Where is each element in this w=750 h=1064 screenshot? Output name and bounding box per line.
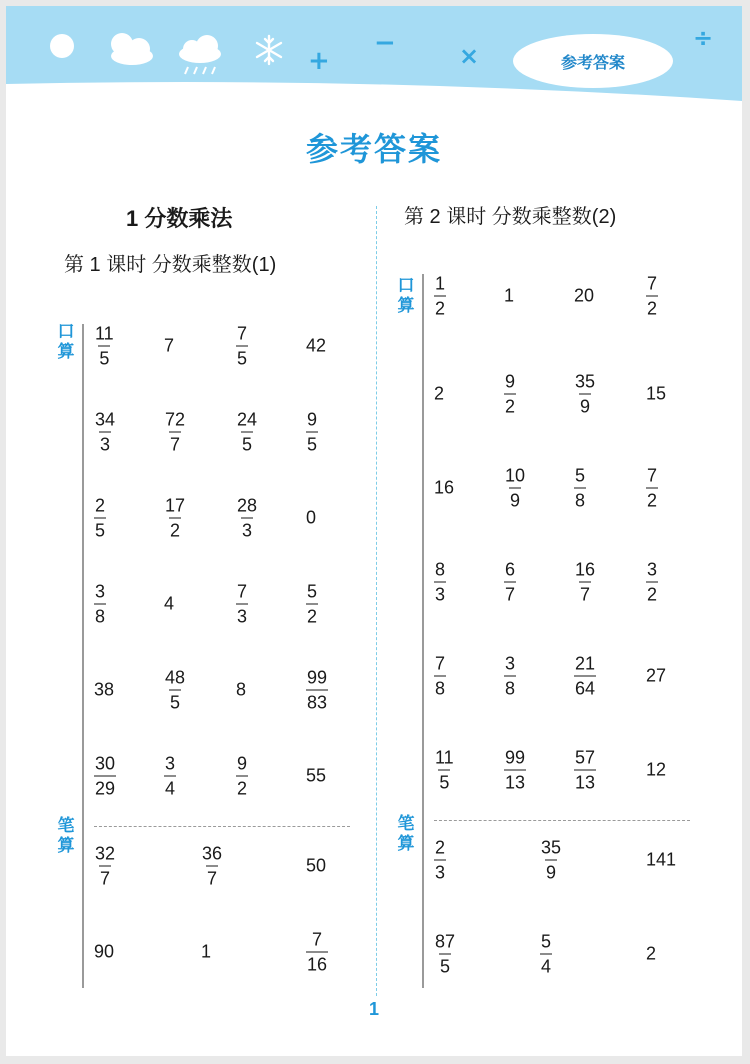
fraction xyxy=(236,409,258,456)
fraction-numerator: 21 xyxy=(575,653,596,674)
fraction xyxy=(306,667,328,714)
fraction xyxy=(504,559,516,606)
left-oral-answer xyxy=(236,495,258,542)
fraction xyxy=(646,273,658,320)
fraction xyxy=(94,323,115,370)
fraction xyxy=(434,559,446,606)
right-oral-answer: 16 xyxy=(434,477,455,498)
left-oral-answer xyxy=(164,667,186,714)
divide-operator: ÷ xyxy=(693,24,714,52)
right-section-separator xyxy=(434,820,690,821)
right-oral-answer xyxy=(504,747,526,794)
fraction-denominator: 64 xyxy=(574,676,596,700)
fraction-denominator: 13 xyxy=(574,770,596,794)
fraction-numerator: 7 xyxy=(237,581,248,602)
fraction-numerator: 3 xyxy=(647,559,658,580)
fraction-denominator: 4 xyxy=(540,954,552,978)
fraction-numerator: 99 xyxy=(505,747,526,768)
fraction-denominator: 13 xyxy=(504,770,526,794)
fraction-numerator: 36 xyxy=(202,843,223,864)
fraction xyxy=(434,273,446,320)
right-oral-answer: 1 xyxy=(504,285,515,306)
fraction xyxy=(646,559,658,606)
lesson-1-heading: 第 1 课时 分数乘整数(1) xyxy=(64,254,277,276)
right-written-answer xyxy=(540,931,552,978)
left-oral-answer xyxy=(94,409,116,456)
fraction xyxy=(504,747,526,794)
fraction-denominator: 4 xyxy=(164,776,176,800)
fraction-denominator: 5 xyxy=(438,770,450,794)
right-oral-answer: 15 xyxy=(646,383,667,404)
left-written-answer xyxy=(201,843,223,890)
fraction-numerator: 7 xyxy=(647,465,658,486)
fraction-denominator: 5 xyxy=(241,432,253,456)
fraction-numerator: 9 xyxy=(307,409,318,430)
left-oral-answer xyxy=(236,753,248,800)
fraction xyxy=(94,495,106,542)
fraction-numerator: 32 xyxy=(95,843,116,864)
fraction-denominator: 8 xyxy=(94,604,106,628)
fraction-denominator: 2 xyxy=(306,604,318,628)
fraction-numerator: 2 xyxy=(95,495,106,516)
left-oral-answer xyxy=(236,323,248,370)
right-oral-answer xyxy=(434,653,446,700)
left-oral-answer: 42 xyxy=(306,335,327,356)
left-oral-answer xyxy=(236,409,258,456)
left-oral-label: 口算 xyxy=(57,322,75,361)
fraction xyxy=(236,323,248,370)
fraction xyxy=(434,747,455,794)
fraction-numerator: 5 xyxy=(575,465,586,486)
fraction-denominator: 3 xyxy=(99,432,111,456)
fraction xyxy=(164,667,186,714)
fraction-denominator: 5 xyxy=(169,690,181,714)
snowflake-icon xyxy=(257,36,281,64)
fraction xyxy=(306,581,318,628)
fraction-denominator: 8 xyxy=(504,676,516,700)
fraction-numerator: 3 xyxy=(165,753,176,774)
left-section-separator xyxy=(94,826,350,827)
fraction xyxy=(574,653,596,700)
fraction-numerator: 24 xyxy=(237,409,258,430)
fraction-denominator: 7 xyxy=(169,432,181,456)
fraction-numerator: 30 xyxy=(95,753,116,774)
fraction-numerator: 9 xyxy=(505,371,516,392)
right-written-answer: 141 xyxy=(646,849,677,870)
fraction-numerator: 99 xyxy=(307,667,328,688)
fraction-denominator: 2 xyxy=(646,582,658,606)
fraction-numerator: 2 xyxy=(435,837,446,858)
left-oral-answer: 8 xyxy=(236,679,247,700)
left-written-answer: 50 xyxy=(306,855,327,876)
fraction-denominator: 9 xyxy=(545,860,557,884)
right-oral-answer xyxy=(504,653,516,700)
fraction xyxy=(164,495,186,542)
plus-operator: + xyxy=(308,46,330,76)
fraction xyxy=(94,581,106,628)
sun-icon xyxy=(50,34,74,58)
left-oral-answer: 0 xyxy=(306,507,317,528)
fraction-numerator: 17 xyxy=(165,495,186,516)
right-oral-answer xyxy=(574,371,596,418)
fraction xyxy=(574,465,586,512)
fraction-denominator: 2 xyxy=(646,488,658,512)
fraction xyxy=(540,931,552,978)
fraction-numerator: 3 xyxy=(95,581,106,602)
fraction xyxy=(504,371,516,418)
fraction-denominator: 2 xyxy=(646,296,658,320)
fraction-denominator: 5 xyxy=(306,432,318,456)
left-oral-answer xyxy=(306,667,328,714)
fraction-numerator: 72 xyxy=(165,409,186,430)
page-title: 参考答案 xyxy=(305,131,442,167)
fraction-denominator: 3 xyxy=(434,582,446,606)
fraction-numerator: 35 xyxy=(541,837,562,858)
fraction xyxy=(646,465,658,512)
cloud-sun-icon xyxy=(111,33,153,65)
chapter-heading: 1 分数乘法 xyxy=(126,206,233,231)
fraction-numerator: 87 xyxy=(435,931,456,952)
minus-operator: − xyxy=(374,28,396,58)
fraction xyxy=(504,653,516,700)
right-written-answer: 2 xyxy=(646,943,657,964)
left-oral-answer xyxy=(164,495,186,542)
fraction-numerator: 35 xyxy=(575,371,596,392)
fraction-denominator: 7 xyxy=(206,866,218,890)
left-written-label: 笔算 xyxy=(57,816,75,855)
right-oral-label: 口算 xyxy=(397,276,415,315)
fraction-numerator: 57 xyxy=(575,747,596,768)
left-written-answer: 90 xyxy=(94,941,115,962)
left-oral-answer: 55 xyxy=(306,765,327,786)
fraction-denominator: 29 xyxy=(94,776,116,800)
fraction xyxy=(574,747,596,794)
fraction-numerator: 11 xyxy=(95,323,114,344)
left-oral-answer xyxy=(94,495,106,542)
right-oral-answer xyxy=(574,653,596,700)
right-oral-answer xyxy=(646,273,658,320)
left-oral-answer xyxy=(164,409,186,456)
fraction-numerator: 9 xyxy=(237,753,248,774)
fraction xyxy=(201,843,223,890)
fraction-numerator: 8 xyxy=(435,559,446,580)
fraction-numerator: 7 xyxy=(647,273,658,294)
fraction xyxy=(540,837,562,884)
fraction-denominator: 7 xyxy=(504,582,516,606)
fraction-denominator: 5 xyxy=(439,954,451,978)
answer-badge: 参考答案 xyxy=(513,34,673,88)
fraction-denominator: 9 xyxy=(579,394,591,418)
fraction-denominator: 8 xyxy=(434,676,446,700)
right-oral-answer xyxy=(504,371,516,418)
right-oral-answer xyxy=(646,465,658,512)
fraction xyxy=(574,559,596,606)
right-oral-answer xyxy=(646,559,658,606)
left-written-answer xyxy=(306,929,328,976)
fraction xyxy=(434,837,446,884)
right-oral-answer xyxy=(434,747,455,794)
fraction-denominator: 5 xyxy=(94,518,106,542)
fraction-numerator: 7 xyxy=(312,929,323,950)
fraction-denominator: 3 xyxy=(241,518,253,542)
fraction-denominator: 2 xyxy=(504,394,516,418)
left-answer-bar xyxy=(82,324,84,988)
right-oral-answer xyxy=(434,273,446,320)
right-oral-answer xyxy=(504,559,516,606)
fraction-denominator: 7 xyxy=(99,866,111,890)
right-written-answer xyxy=(434,837,446,884)
left-written-answer: 1 xyxy=(201,941,212,962)
right-oral-answer xyxy=(504,465,526,512)
left-oral-answer xyxy=(94,323,115,370)
fraction xyxy=(306,409,318,456)
left-oral-answer xyxy=(236,581,248,628)
fraction-numerator: 28 xyxy=(237,495,258,516)
fraction-denominator: 2 xyxy=(236,776,248,800)
fraction-numerator: 3 xyxy=(505,653,516,674)
right-oral-answer xyxy=(574,465,586,512)
left-written-answer xyxy=(94,843,116,890)
column-divider xyxy=(376,206,377,996)
fraction-denominator: 8 xyxy=(574,488,586,512)
fraction xyxy=(434,653,446,700)
left-oral-answer xyxy=(306,581,318,628)
fraction-denominator: 2 xyxy=(169,518,181,542)
right-written-answer xyxy=(540,837,562,884)
left-oral-answer xyxy=(94,753,116,800)
fraction-denominator: 3 xyxy=(434,860,446,884)
fraction xyxy=(236,581,248,628)
fraction-numerator: 6 xyxy=(505,559,516,580)
left-oral-answer: 38 xyxy=(94,679,115,700)
right-oral-answer: 2 xyxy=(434,383,445,404)
fraction-denominator: 7 xyxy=(579,582,591,606)
fraction xyxy=(164,753,176,800)
fraction-numerator: 5 xyxy=(307,581,318,602)
fraction-numerator: 7 xyxy=(237,323,248,344)
right-oral-answer: 20 xyxy=(574,285,595,306)
right-oral-answer: 12 xyxy=(646,759,667,780)
fraction-numerator: 48 xyxy=(165,667,186,688)
left-oral-answer xyxy=(164,753,176,800)
fraction xyxy=(236,753,248,800)
fraction-denominator: 2 xyxy=(434,296,446,320)
left-oral-answer xyxy=(94,581,106,628)
left-oral-answer: 7 xyxy=(164,335,175,356)
fraction xyxy=(574,371,596,418)
fraction-denominator: 5 xyxy=(98,346,110,370)
fraction-numerator: 11 xyxy=(435,747,454,768)
fraction-denominator: 9 xyxy=(509,488,521,512)
fraction xyxy=(94,753,116,800)
answer-page xyxy=(6,6,742,1056)
right-oral-answer xyxy=(434,559,446,606)
fraction-numerator: 5 xyxy=(541,931,552,952)
fraction-numerator: 16 xyxy=(575,559,596,580)
times-operator: × xyxy=(459,42,480,70)
fraction-denominator: 83 xyxy=(306,690,328,714)
fraction-numerator: 1 xyxy=(435,273,446,294)
fraction-numerator: 10 xyxy=(505,465,526,486)
right-oral-answer xyxy=(574,559,596,606)
right-oral-answer: 27 xyxy=(646,665,667,686)
left-oral-answer xyxy=(306,409,318,456)
fraction-numerator: 7 xyxy=(435,653,446,674)
lesson-2-heading: 第 2 课时 分数乘整数(2) xyxy=(404,206,617,228)
right-answer-bar xyxy=(422,274,424,988)
fraction xyxy=(504,465,526,512)
right-oral-answer xyxy=(574,747,596,794)
left-oral-answer: 4 xyxy=(164,593,175,614)
fraction xyxy=(94,843,116,890)
fraction-denominator: 5 xyxy=(236,346,248,370)
fraction xyxy=(306,929,328,976)
right-written-answer xyxy=(434,931,456,978)
fraction-denominator: 16 xyxy=(306,952,328,976)
fraction xyxy=(94,409,116,456)
header-band xyxy=(6,6,742,106)
fraction-denominator: 3 xyxy=(236,604,248,628)
right-written-label: 笔算 xyxy=(397,814,415,853)
fraction xyxy=(236,495,258,542)
page-number: 1 xyxy=(368,999,379,1019)
fraction xyxy=(434,931,456,978)
fraction xyxy=(164,409,186,456)
fraction-numerator: 34 xyxy=(95,409,116,430)
rain-cloud-icon xyxy=(179,35,221,74)
